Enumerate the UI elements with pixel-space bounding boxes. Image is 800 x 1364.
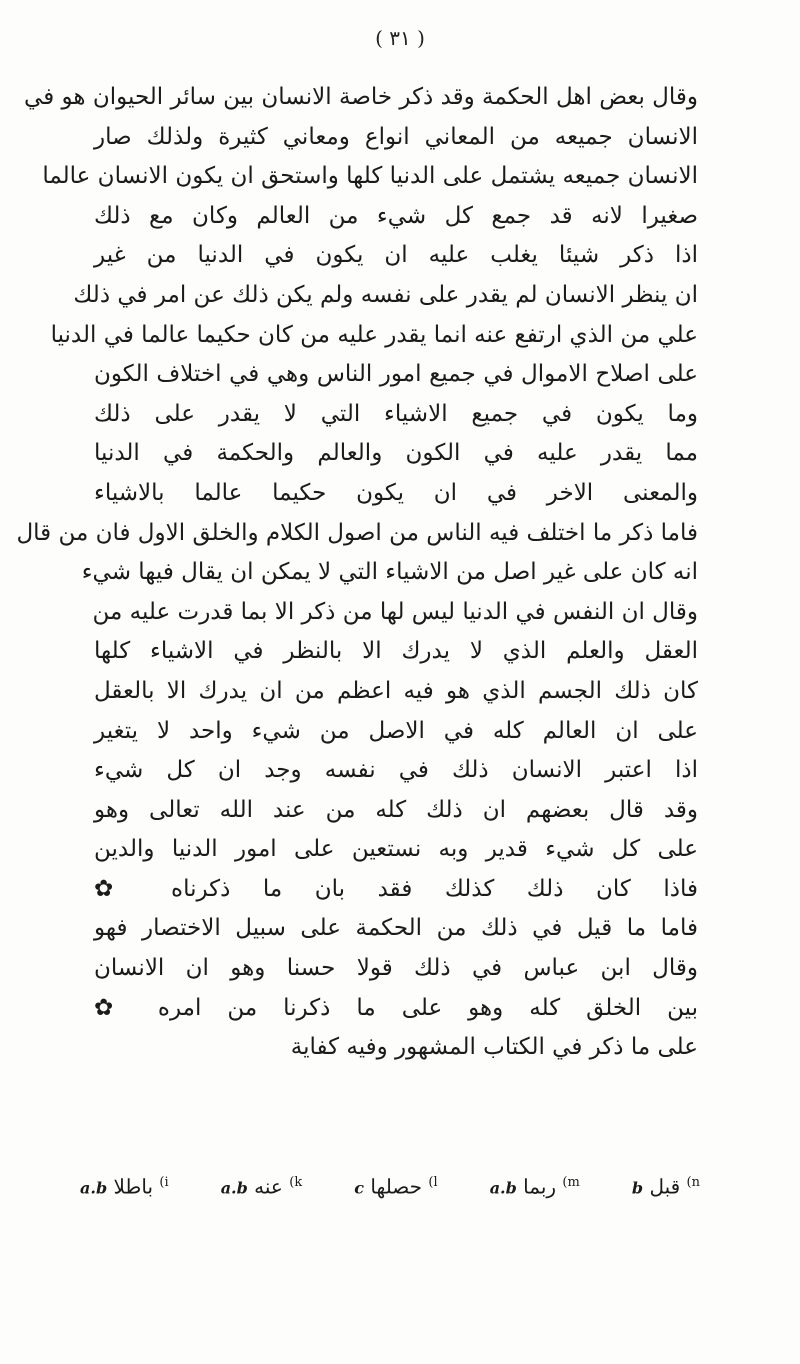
page-number: ( ٣١ ) bbox=[375, 26, 425, 50]
footnote-word: قبل bbox=[649, 1174, 681, 1199]
text-line: على ان العالم كله في الاصل من شيء واحد لا يتغير bbox=[94, 717, 698, 744]
text-line: ان ينظر الانسان لم يقدر على نفسه ولم يكن ذلك عن امر في ذلك bbox=[73, 281, 698, 308]
footnote-word: ربما bbox=[523, 1174, 557, 1199]
main-text bbox=[16, 78, 698, 1068]
footnotes bbox=[80, 1168, 700, 1204]
text-line: والمعنى الاخر في ان يكون حكيما عالما بالاشياء bbox=[94, 479, 698, 506]
text-line: العقل والعلم الذي لا يدرك الا بالنظر في الاشياء كلها bbox=[94, 638, 698, 665]
footnote bbox=[80, 1168, 169, 1204]
text-line: انه كان على غير اصل من الاشياء التي لا يمكن ان يقال فيها شيء bbox=[81, 559, 698, 586]
text-line: وقال ابن عباس في ذلك قولا حسنا وهو ان الانسان bbox=[94, 955, 698, 982]
text-line: مما يقدر عليه في الكون والعالم والحكمة في الدنيا bbox=[94, 440, 698, 467]
text-line: وقال ان النفس في الدنيا ليس لها من ذكر الا بما قدرت عليه من bbox=[92, 598, 698, 625]
text-line: على اصلاح الاموال في جميع امور الناس وهي في اختلاف الكون bbox=[94, 361, 698, 388]
text-line: على كل شيء قدير وبه نستعين على امور الدنيا والدين bbox=[94, 836, 698, 863]
text-line: فاما ذكر ما اختلف فيه الناس من اصول الكلام والخلق الاول فان من قال bbox=[16, 519, 698, 546]
footnote-mark: k) bbox=[289, 1175, 303, 1190]
footnote-siglum: a.b bbox=[220, 1178, 248, 1198]
text-line: صغيرا لانه قد جمع كل شيء من العالم وكان مع ذلك bbox=[94, 202, 698, 229]
footnote-mark: m) bbox=[562, 1175, 580, 1190]
text-line: فاذا كان ذلك كذلك فقد بان ما ذكرناه ✿ bbox=[94, 875, 698, 902]
text-line: وقال بعض اهل الحكمة وقد ذكر خاصة الانسان بين سائر الحيوان هو في bbox=[24, 84, 698, 110]
footnote bbox=[490, 1168, 580, 1204]
footnote-word: عنه bbox=[254, 1174, 283, 1199]
footnote-word: حصلها bbox=[370, 1174, 423, 1199]
footnote-mark: i) bbox=[159, 1175, 169, 1190]
text-line: كان ذلك الجسم الذي هو فيه اعظم من ان يدرك الا بالعقل bbox=[94, 677, 698, 704]
footnote bbox=[221, 1168, 303, 1204]
text-line: على ما ذكر في الكتاب المشهور وفيه كفاية bbox=[290, 1034, 698, 1061]
text-line: اذا ذكر شيئا يغلب عليه ان يكون في الدنيا من غير bbox=[94, 242, 698, 269]
text-line: فاما ما قيل في ذلك من الحكمة على سبيل الاختصار فهو bbox=[94, 915, 698, 942]
text-line: اذا اعتبر الانسان ذلك في نفسه وجد ان كل شيء bbox=[94, 757, 698, 784]
text-line: وما يكون في جميع الاشياء التي لا يقدر على ذلك bbox=[94, 400, 698, 427]
footnote-siglum: a.b bbox=[80, 1178, 108, 1198]
text-line: الانسان جميعه من المعاني انواع ومعاني كثيرة ولذلك صار bbox=[94, 123, 698, 150]
text-line: الانسان جميعه يشتمل على الدنيا كلها واستحق ان يكون الانسان عالما bbox=[42, 163, 698, 190]
footnote bbox=[632, 1168, 700, 1204]
footnote bbox=[354, 1168, 437, 1204]
text-line: بين الخلق كله وهو على ما ذكرنا من امره ✿ bbox=[94, 994, 698, 1021]
text-line: وقد قال بعضهم ان ذلك كله من عند الله تعالى وهو bbox=[94, 796, 698, 823]
footnote-siglum: c bbox=[354, 1178, 365, 1198]
footnote-siglum: a.b bbox=[489, 1178, 517, 1198]
footnote-word: باطلا bbox=[113, 1174, 154, 1199]
footnote-siglum: b bbox=[631, 1178, 644, 1198]
text-line: علي من الذي ارتفع عنه انما يقدر عليه من كان حكيما عالما في الدنيا bbox=[50, 321, 698, 348]
footnote-mark: n) bbox=[686, 1175, 700, 1190]
footnote-mark: l) bbox=[428, 1175, 438, 1190]
